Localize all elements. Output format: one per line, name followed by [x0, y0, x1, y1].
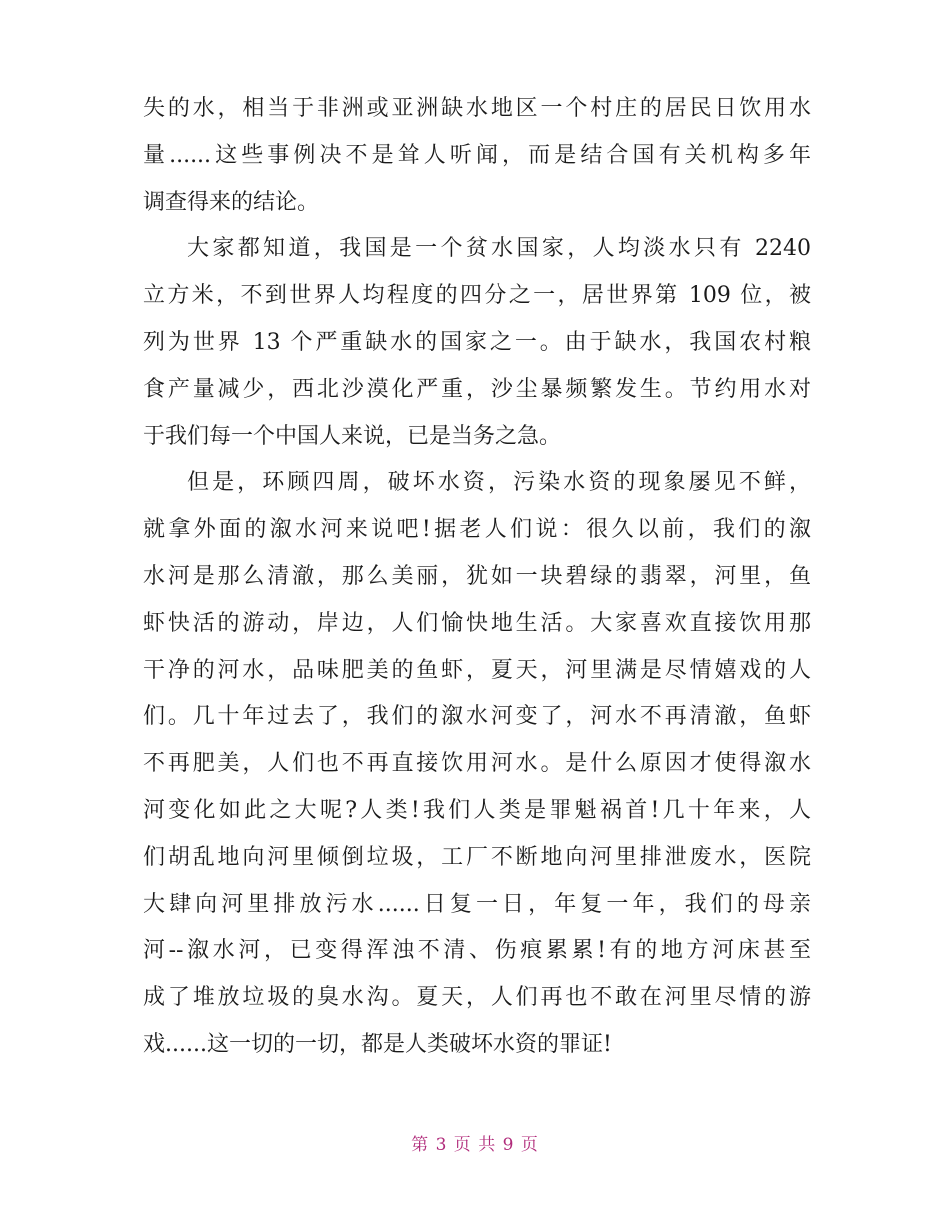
- footer-page-label: 页: [453, 1135, 472, 1155]
- paragraph-line: 调查得来的结论。: [143, 189, 320, 215]
- paragraph-1: [143, 86, 811, 226]
- footer-total-pages: 9: [502, 1135, 515, 1155]
- paragraph-line: 干净的河水，品味肥美的鱼虾，夏天，河里满是尽情嬉戏的人: [143, 657, 811, 683]
- paragraph-line: 于我们每一个中国人来说，已是当务之急。: [143, 423, 562, 449]
- paragraph-line: 成了堆放垃圾的臭水沟。夏天，人们再也不敢在河里尽情的游: [143, 985, 811, 1011]
- paragraph-line: 失的水，相当于非洲或亚洲缺水地区一个村庄的居民日饮用水: [143, 96, 811, 121]
- paragraph-line: 大肆向河里排放污水......日复一日，年复一年，我们的母亲: [143, 891, 811, 917]
- footer-total-prefix: 共: [478, 1135, 497, 1155]
- paragraph-line: 立方米，不到世界人均程度的四分之一，居世界第 109 位，被: [143, 283, 811, 309]
- paragraph-line: 们胡乱地向河里倾倒垃圾，工厂不断地向河里排泄废水，医院: [143, 844, 811, 870]
- footer-page-prefix: 第: [411, 1135, 430, 1155]
- paragraph-line: 食产量减少，西北沙漠化严重，沙尘暴频繁发生。节约用水对: [143, 376, 811, 402]
- paragraph-line: 不再肥美，人们也不再直接饮用河水。是什么原因才使得溆水: [143, 751, 811, 777]
- paragraph-2: [143, 226, 811, 460]
- paragraph-line: 河变化如此之大呢?人类!我们人类是罪魁祸首!几十年来，人: [143, 797, 811, 823]
- paragraph-line: 大家都知道，我国是一个贫水国家，人均淡水只有 2240: [187, 236, 811, 262]
- paragraph-line: 虾快活的游动，岸边，人们愉快地生活。大家喜欢直接饮用那: [143, 610, 811, 636]
- document-body: [143, 86, 811, 1069]
- footer-total-suffix: 页: [520, 1135, 539, 1155]
- paragraph-line: 戏......这一切的一切，都是人类破坏水资的罪证!: [143, 1031, 612, 1057]
- paragraph-line: 们。几十年过去了，我们的溆水河变了，河水不再清澈，鱼虾: [143, 704, 811, 730]
- paragraph-line: 但是，环顾四周，破坏水资，污染水资的现象屡见不鲜，: [187, 470, 811, 496]
- paragraph-line: 就拿外面的溆水河来说吧!据老人们说：很久以前，我们的溆: [143, 517, 811, 543]
- paragraph-line: 列为世界 13 个严重缺水的国家之一。由于缺水，我国农村粮: [143, 329, 811, 355]
- page-footer: [0, 1130, 950, 1155]
- paragraph-line: 量......这些事例决不是耸人听闻，而是结合国有关机构多年: [143, 142, 811, 168]
- paragraph-3: [143, 460, 811, 1068]
- paragraph-line: 水河是那么清澈，那么美丽，犹如一块碧绿的翡翠，河里，鱼: [143, 563, 811, 589]
- paragraph-line: 河--溆水河，已变得浑浊不清、伤痕累累!有的地方河床甚至: [143, 938, 811, 964]
- footer-current-page: 3: [435, 1135, 448, 1155]
